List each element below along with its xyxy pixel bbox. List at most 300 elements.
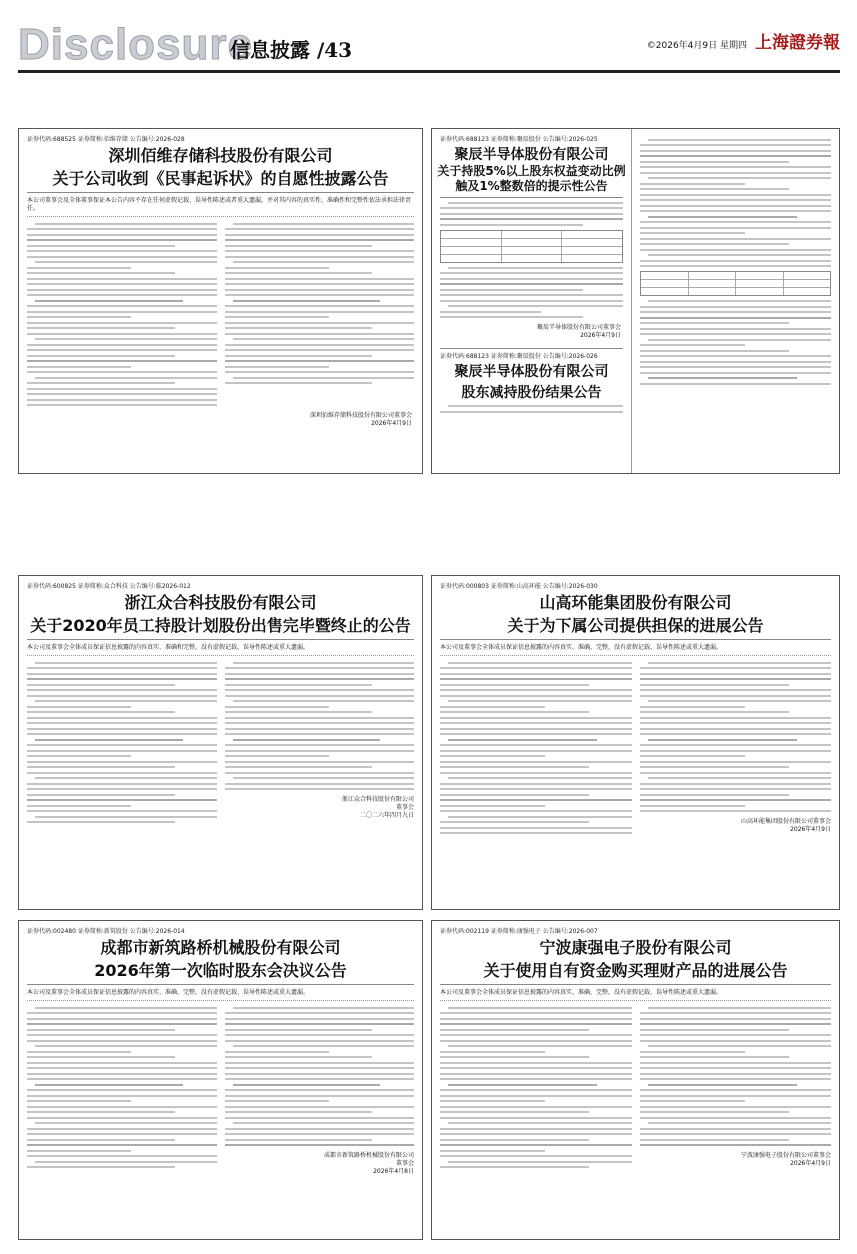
text-line [27, 311, 217, 313]
text-line [225, 349, 415, 351]
text-line [648, 339, 831, 341]
text-line [233, 338, 415, 340]
text-line [440, 411, 623, 413]
text-line [440, 1095, 632, 1097]
company-name: 山高环能集团股份有限公司 [539, 593, 732, 612]
text-line [440, 1133, 632, 1135]
text-line [440, 827, 632, 829]
text-line [233, 777, 415, 779]
text-line [225, 289, 415, 291]
sub-stock-code-line: 证券代码:688123 证券简称:聚辰股份 公告编号:2026-026 [440, 352, 598, 360]
text-line [225, 1012, 415, 1014]
text-line [225, 1133, 415, 1135]
text-line [233, 700, 415, 702]
signature [640, 1150, 832, 1170]
text-line [448, 816, 632, 818]
text-line [225, 1128, 415, 1130]
announcement-ningbo [431, 920, 840, 1240]
text-line [225, 1034, 415, 1036]
text-line [225, 278, 415, 280]
text-line [440, 224, 583, 226]
text-line [640, 799, 832, 801]
text-line [27, 711, 175, 713]
text-line [640, 243, 789, 245]
text-line [640, 1089, 832, 1091]
text-line [640, 383, 831, 385]
text-line [27, 267, 131, 269]
announcement-title: 关于2020年员工持股计划股份出售完毕暨终止的公告 [30, 616, 411, 635]
text-line [640, 711, 789, 713]
text-line [225, 1040, 415, 1042]
text-line [27, 333, 217, 335]
text-line [640, 188, 789, 190]
issue-date: ©2026年4月9日 星期四 [646, 41, 747, 51]
company-name: 深圳佰维存储科技股份有限公司 [108, 146, 333, 165]
text-line [440, 1100, 545, 1102]
sub-announcement-title: 股东减持股份结果公告 [461, 384, 602, 401]
text-line [233, 1045, 415, 1047]
text-line [27, 245, 175, 247]
text-line [27, 393, 217, 395]
text-line [27, 1155, 217, 1157]
text-line [225, 783, 415, 785]
text-line [225, 366, 329, 368]
text-line [640, 1106, 832, 1108]
text-line [27, 344, 217, 346]
text-line [27, 788, 217, 790]
text-line [225, 788, 415, 790]
text-line [640, 194, 831, 196]
signature-board: 董事会 [395, 1159, 414, 1167]
text-line [225, 322, 415, 324]
text-line [440, 1089, 632, 1091]
text-line [440, 1128, 632, 1130]
text-line [225, 234, 415, 236]
text-line [640, 1139, 789, 1141]
title-rule [27, 984, 414, 985]
signature-date: 2026年4月9日 [371, 419, 412, 427]
masthead [18, 16, 840, 76]
body-column-left [27, 1003, 217, 1178]
shareholding-table [440, 230, 623, 263]
text-line [27, 750, 217, 752]
text-line [640, 810, 832, 812]
text-line [640, 805, 745, 807]
text-line [225, 382, 373, 384]
text-line [640, 1062, 832, 1064]
signature-date: 2026年4月9日 [790, 1159, 831, 1167]
text-line [27, 1078, 217, 1080]
text-line [225, 1056, 373, 1058]
text-line [27, 733, 217, 735]
text-line [233, 1084, 381, 1086]
text-line [640, 728, 832, 730]
text-line [27, 772, 217, 774]
announcement-title: 关于公司收到《民事起诉状》的自愿性披露公告 [52, 169, 389, 188]
text-line [27, 1012, 217, 1014]
announcement-title: 关于为下属公司提供担保的进展公告 [507, 616, 764, 635]
text-line [27, 239, 217, 241]
stock-code-line: 证券代码:002480 证券简称:新筑股份 公告编号:2026-014 [27, 928, 185, 935]
text-line [648, 377, 797, 379]
title-rule [440, 984, 831, 985]
text-line [640, 210, 831, 212]
text-line [225, 1111, 373, 1113]
text-line [440, 695, 632, 697]
body-columns [19, 658, 422, 827]
text-line [27, 1029, 175, 1031]
text-line [448, 405, 623, 407]
announcement-chengdu [18, 920, 423, 1240]
text-line [35, 1007, 217, 1009]
text-line [27, 1034, 217, 1036]
text-line [35, 1084, 183, 1086]
text-line [27, 1100, 131, 1102]
text-line [648, 1045, 832, 1047]
announcement-zhejiang [18, 575, 423, 910]
board-notice: 本公司及董事会全体成员保证信息披露的内容真实、准确、完整，没有虚假记载、误导性陈述或重大遗漏。 [440, 644, 831, 656]
text-line [640, 260, 831, 262]
text-line [27, 783, 217, 785]
text-line [27, 278, 217, 280]
text-line [648, 700, 832, 702]
text-line [440, 750, 632, 752]
text-line [440, 772, 632, 774]
text-line [440, 1144, 632, 1146]
text-line [35, 777, 217, 779]
text-line [440, 799, 632, 801]
body-column-right [640, 139, 831, 268]
text-line [27, 305, 217, 307]
text-line [640, 265, 831, 267]
body-column-left [440, 658, 632, 838]
text-line [27, 360, 217, 362]
text-line [27, 706, 131, 708]
text-line [440, 832, 632, 834]
body-column-left [27, 219, 217, 410]
text-line [27, 256, 217, 258]
text-line [440, 706, 545, 708]
text-line [225, 722, 415, 724]
body-column-right [225, 219, 415, 410]
signature [19, 410, 422, 430]
text-line [448, 739, 597, 741]
text-line [27, 810, 217, 812]
body-columns [19, 1003, 422, 1178]
body-column-right-b [640, 300, 831, 385]
holding-change-table [640, 271, 831, 296]
text-line [640, 350, 789, 352]
announcement-shangao [431, 575, 840, 910]
body-columns [19, 219, 422, 410]
text-line [225, 766, 373, 768]
text-line [440, 717, 632, 719]
text-line [640, 750, 832, 752]
text-line [640, 322, 789, 324]
text-line [225, 711, 373, 713]
text-line [225, 1078, 415, 1080]
text-line [225, 294, 415, 296]
text-line [440, 733, 632, 735]
text-line [35, 223, 217, 225]
text-line [440, 289, 583, 291]
text-line [225, 256, 415, 258]
text-line [27, 1018, 217, 1020]
text-line [27, 695, 217, 697]
text-line [225, 684, 373, 686]
text-line [225, 283, 415, 285]
text-line [648, 1007, 832, 1009]
text-line [448, 1084, 597, 1086]
announcement-shenzhen [18, 128, 423, 474]
text-line [440, 711, 589, 713]
stock-code-line: 证券代码:688525 证券简称:佰维存储 公告编号:2026-028 [27, 136, 185, 143]
text-line [225, 1051, 329, 1053]
sub-company-name: 聚辰半导体股份有限公司 [454, 363, 609, 380]
text-line [440, 300, 623, 302]
text-line [35, 739, 183, 741]
text-line [440, 1150, 545, 1152]
text-line [640, 722, 832, 724]
text-line [233, 662, 415, 664]
text-line [640, 772, 832, 774]
text-line [648, 1122, 832, 1124]
text-line [225, 1117, 415, 1119]
text-line [648, 739, 797, 741]
stock-code-line: 证券代码:002119 证券简称:康强电子 公告编号:2026-007 [440, 928, 598, 935]
text-line [225, 761, 415, 763]
text-line [27, 404, 217, 406]
text-line [27, 1056, 175, 1058]
announcement-title: 关于持股5%以上股东权益变动比例 [437, 164, 626, 178]
text-line [225, 228, 415, 230]
text-line [233, 300, 381, 302]
text-line [225, 1095, 415, 1097]
text-line [448, 1007, 632, 1009]
text-line [225, 305, 415, 307]
text-line [648, 1084, 797, 1086]
text-line [640, 328, 831, 330]
text-line [27, 382, 175, 384]
text-line [440, 1139, 589, 1141]
text-line [35, 700, 217, 702]
text-line [225, 1106, 415, 1108]
text-line [27, 799, 217, 801]
text-line [233, 377, 415, 379]
body-column-left [440, 1003, 632, 1172]
text-line [640, 161, 789, 163]
text-line [27, 684, 175, 686]
signature-board: 董事会 [395, 803, 414, 811]
stock-code-line: 证券代码:688123 证券简称:聚辰股份 公告编号:2026-025 [440, 136, 598, 143]
text-line [440, 755, 545, 757]
text-line [440, 278, 623, 280]
text-line [640, 238, 831, 240]
announcement-title-cont: 触及1%整数倍的提示性公告 [455, 179, 608, 193]
signature-date: 2026年4月9日 [790, 825, 831, 833]
text-line [225, 678, 415, 680]
text-line [233, 223, 415, 225]
text-line [640, 755, 745, 757]
text-line [27, 1106, 217, 1108]
text-line [225, 250, 415, 252]
text-line [225, 327, 373, 329]
company-name: 宁波康强电子股份有限公司 [539, 938, 732, 957]
text-line [448, 267, 623, 269]
text-line [27, 794, 175, 796]
text-line [440, 1073, 632, 1075]
text-line [640, 695, 832, 697]
text-line [225, 1067, 415, 1069]
text-line [440, 272, 623, 274]
text-line [440, 1029, 589, 1031]
company-name: 聚辰半导体股份有限公司 [454, 147, 609, 163]
text-line [225, 1029, 373, 1031]
signature-org: 聚辰半导体股份有限公司董事会 [536, 323, 621, 331]
text-line [648, 177, 831, 179]
board-notice: 本公司及董事会全体成员保证信息披露的内容真实、准确和完整，没有虚假记载、误导性陈述或重大遗漏。 [27, 644, 414, 656]
text-line [640, 1073, 832, 1075]
body-columns [432, 1003, 839, 1172]
text-line [27, 1111, 175, 1113]
text-line [35, 377, 217, 379]
text-line [27, 1073, 217, 1075]
text-line [27, 371, 217, 373]
company-name: 浙江众合科技股份有限公司 [124, 593, 317, 612]
text-line [225, 1023, 415, 1025]
text-line [27, 1095, 217, 1097]
text-line [640, 684, 789, 686]
text-line [27, 228, 217, 230]
text-line [440, 788, 632, 790]
text-line [35, 816, 217, 818]
text-line [640, 144, 831, 146]
body-column-right [225, 662, 415, 791]
text-line [225, 1062, 415, 1064]
text-line [640, 344, 745, 346]
text-line [640, 1040, 832, 1042]
text-line [27, 1133, 217, 1135]
signature-org: 浙江众合科技股份有限公司 [341, 795, 414, 803]
text-line [640, 1056, 789, 1058]
text-line [448, 1045, 632, 1047]
title-rule [27, 192, 414, 193]
text-line [440, 1040, 632, 1042]
text-line [225, 706, 329, 708]
text-line [440, 311, 541, 313]
text-line [640, 788, 832, 790]
text-line [225, 333, 415, 335]
text-line [640, 744, 832, 746]
text-line [440, 667, 632, 669]
text-line [27, 766, 175, 768]
text-line [27, 289, 217, 291]
text-line [640, 221, 831, 223]
text-line [225, 371, 415, 373]
text-line [35, 662, 217, 664]
text-line [640, 361, 831, 363]
text-line [225, 750, 415, 752]
text-line [27, 366, 131, 368]
text-line [640, 355, 831, 357]
text-line [27, 1144, 217, 1146]
text-line [640, 1144, 832, 1146]
text-line [640, 689, 832, 691]
text-line [27, 250, 217, 252]
text-line [27, 1023, 217, 1025]
title-rule [440, 639, 831, 640]
text-line [640, 733, 832, 735]
text-line [225, 245, 373, 247]
text-line [440, 1155, 632, 1157]
paper-name: 上海證券報 [755, 33, 840, 53]
text-line [440, 294, 623, 296]
stock-code-line: 证券代码:600825 证券简称:众合科技 公告编号:临2026-012 [27, 583, 191, 590]
text-line [27, 689, 217, 691]
title-rule [27, 639, 414, 640]
text-line [225, 311, 415, 313]
text-line [648, 139, 831, 141]
text-line [440, 722, 632, 724]
signature [225, 1150, 415, 1178]
text-line [225, 728, 415, 730]
text-line [448, 305, 623, 307]
text-line [640, 1023, 832, 1025]
signature-date: 2026年4月8日 [373, 1167, 414, 1175]
text-line [640, 761, 832, 763]
body-column-b [440, 267, 623, 319]
text-line [225, 272, 373, 274]
text-line [27, 678, 217, 680]
text-line [440, 794, 589, 796]
text-line [640, 1012, 832, 1014]
text-line [440, 689, 632, 691]
text-line [640, 673, 832, 675]
text-line [440, 207, 623, 209]
body-column-left [27, 658, 217, 827]
text-line [27, 673, 217, 675]
text-line [27, 283, 217, 285]
body-column-right [640, 662, 832, 813]
text-line [27, 355, 175, 357]
text-line [225, 772, 415, 774]
signature-date: 二〇二六年四月九日 [359, 811, 414, 819]
text-line [225, 267, 329, 269]
text-line [640, 317, 831, 319]
signature [640, 816, 832, 836]
text-line [27, 1150, 131, 1152]
text-line [233, 739, 381, 741]
text-line [27, 388, 217, 390]
text-line [225, 667, 415, 669]
text-line [440, 1106, 632, 1108]
text-line [440, 783, 632, 785]
text-line [35, 1045, 217, 1047]
text-line [640, 155, 831, 157]
text-line [233, 1007, 415, 1009]
text-line [225, 695, 415, 697]
text-line [27, 1139, 175, 1141]
text-line [640, 1133, 832, 1135]
sub-announcement [440, 348, 623, 413]
text-line [225, 733, 415, 735]
text-line [640, 1111, 789, 1113]
text-line [225, 1018, 415, 1020]
board-notice: 本公司及董事会全体成员保证信息披露的内容真实、准确、完整，没有虚假记载、误导性陈述或重大遗漏。 [440, 989, 831, 1001]
text-line [27, 272, 175, 274]
text-line [440, 218, 623, 220]
signature [432, 322, 631, 342]
